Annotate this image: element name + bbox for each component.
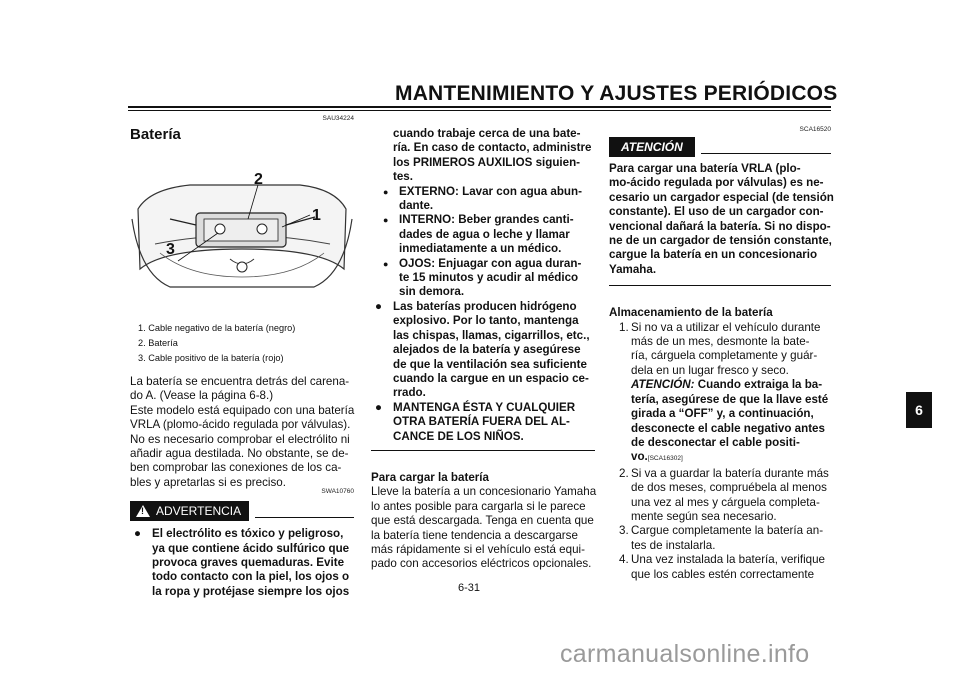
text-line: la batería tiene tendencia a descargarse bbox=[371, 528, 578, 542]
text-line: explosivo. Por lo tanto, mantenga bbox=[393, 314, 579, 328]
warning-label: ADVERTENCIA bbox=[156, 504, 242, 519]
text-line: que está descargada. Tenga en cuenta que bbox=[371, 514, 594, 528]
header-rule-thin bbox=[128, 110, 831, 111]
text-line: bles y apretarlas si es preciso. bbox=[130, 475, 286, 489]
attention-text bbox=[609, 162, 834, 277]
text-line: pado con accesorios eléctricos opcionales. bbox=[371, 557, 592, 571]
text-line: cuando la cargue en un espacio ce- bbox=[393, 371, 589, 385]
text-line: más rápidamente si el vehículo está equi- bbox=[371, 542, 585, 556]
text-line: MANTENGA ÉSTA Y CUALQUIER bbox=[393, 400, 576, 414]
text-line: la ropa y protéjase siempre los ojos bbox=[152, 584, 350, 598]
text-fragment: vo. bbox=[631, 450, 648, 464]
text-line: más de un mes, desmonte la bate- bbox=[631, 335, 810, 349]
warning-bullet bbox=[130, 527, 354, 599]
caption-item: 3. Cable positivo de la batería (rojo) bbox=[138, 353, 284, 363]
section-code: SAU34224 bbox=[322, 115, 354, 122]
bullet-icon: ● bbox=[134, 527, 142, 541]
warning-header bbox=[130, 501, 354, 521]
text-line: tes. bbox=[393, 170, 413, 184]
text-line: VRLA (plomo-ácido regulada por válvulas). bbox=[130, 418, 351, 432]
bullet-icon: ● bbox=[375, 400, 383, 414]
column-middle bbox=[371, 127, 595, 572]
text-line: Una vez instalada la batería, verifique bbox=[631, 553, 825, 567]
figure-label-2: 2 bbox=[254, 171, 263, 188]
text-line: tes de instalarla. bbox=[631, 538, 716, 552]
text-line: te 15 minutos y acudir al médico bbox=[399, 271, 579, 285]
step-number: 3. bbox=[619, 524, 629, 538]
text-line: dante. bbox=[399, 199, 434, 213]
bullet-icon: ● bbox=[383, 258, 389, 269]
text-line: No es necesario comprobar el electrólito ni bbox=[130, 432, 350, 446]
watermark: carmanualsonline.info bbox=[560, 640, 810, 668]
attention-end-rule bbox=[609, 285, 831, 286]
caption-item: 1. Cable negativo de la batería (negro) bbox=[138, 323, 296, 333]
storage-heading: Almacenamiento de la batería bbox=[609, 306, 773, 320]
attention-rule bbox=[701, 153, 831, 154]
figure-captions bbox=[130, 321, 354, 366]
bullet-icon: ● bbox=[383, 186, 389, 197]
text-line: de desconectar el cable positi- bbox=[631, 435, 800, 449]
column-left bbox=[130, 115, 354, 599]
attention-header bbox=[609, 137, 831, 157]
text-fragment: Cuando extraiga la ba- bbox=[694, 378, 823, 392]
storage-step-3 bbox=[609, 524, 831, 553]
text-line: añadir agua destilada. No obstante, se de- bbox=[130, 447, 349, 461]
text-line: mente según sea necesario. bbox=[631, 509, 777, 523]
text-line: provoca graves quemaduras. Evite bbox=[152, 556, 345, 570]
text-line: ría, cárguela completamente y guár- bbox=[631, 349, 818, 363]
storage-step-4 bbox=[609, 553, 831, 582]
hydrogen-warning bbox=[371, 300, 595, 401]
figure-label-3: 3 bbox=[166, 241, 175, 258]
text-line: Para cargar una batería VRLA (plo- bbox=[609, 162, 801, 175]
text-line: de que la ventilación sea suficiente bbox=[393, 357, 587, 371]
text-line: mo-ácido regulada por válvulas) es ne- bbox=[609, 176, 824, 190]
text-line: EXTERNO: Lavar con agua abun- bbox=[399, 184, 582, 198]
attention-inline bbox=[631, 378, 831, 392]
text-line: Si no va a utilizar el vehículo durante bbox=[631, 320, 821, 334]
caption-item: 2. Batería bbox=[138, 338, 178, 348]
text-line: cesario un cargador especial (de tensión bbox=[609, 190, 834, 204]
battery-paragraph bbox=[130, 375, 354, 490]
attention-inline-label: ATENCIÓN: bbox=[631, 378, 695, 392]
attention-badge: ATENCIÓN bbox=[609, 137, 695, 157]
text-line: Si va a guardar la batería durante más bbox=[631, 466, 829, 480]
text-line: todo contacto con la piel, los ojos o bbox=[152, 570, 350, 584]
first-aid-internal bbox=[371, 213, 595, 256]
text-line: Este modelo está equipado con una batería bbox=[130, 403, 355, 417]
step-number: 4. bbox=[619, 553, 629, 567]
text-line: do A. (Vease la página 6-8.) bbox=[130, 389, 274, 403]
step-number: 1. bbox=[619, 320, 629, 334]
warning-triangle-icon: ! bbox=[136, 505, 150, 517]
text-line: desconecte el cable negativo antes bbox=[631, 421, 825, 435]
text-line: Cargue completamente la batería an- bbox=[631, 524, 824, 538]
step-number: 2. bbox=[619, 466, 629, 480]
text-line: La batería se encuentra detrás del carena- bbox=[130, 375, 350, 388]
text-line: las chispas, llamas, cigarrillos, etc., bbox=[393, 328, 590, 342]
text-line: tería, asegúrese de que la llave esté bbox=[631, 392, 829, 406]
warning-code: SWA10760 bbox=[321, 488, 354, 496]
text-line: El electrólito es tóxico y peligroso, bbox=[152, 527, 344, 541]
page-title: MANTENIMIENTO Y AJUSTES PERIÓDICOS bbox=[395, 82, 838, 105]
bullet-icon: ● bbox=[375, 299, 383, 313]
text-line: sin demora. bbox=[399, 285, 465, 299]
text-line: cuando trabaje cerca de una bate- bbox=[393, 127, 581, 140]
header-rule bbox=[128, 106, 831, 108]
storage-step-2 bbox=[609, 467, 831, 525]
first-aid-eyes bbox=[371, 257, 595, 300]
battery-figure bbox=[130, 149, 354, 289]
text-line: cargue la batería en un concesionario bbox=[609, 248, 818, 262]
text-line: ne de un cargador de tensión constante, bbox=[609, 234, 832, 248]
chapter-tab: 6 bbox=[906, 392, 932, 428]
attention-code: SCA16520 bbox=[799, 126, 831, 133]
text-line: ben comprobar las conexiones de los ca- bbox=[130, 461, 342, 475]
text-line: de dos meses, compruébela al menos bbox=[631, 481, 827, 495]
text-line: Las baterías producen hidrógeno bbox=[393, 299, 577, 313]
text-line: rrado. bbox=[393, 386, 426, 400]
text-line: alejados de la batería y asegúrese bbox=[393, 343, 581, 357]
text-line: girada a “OFF” y, a continuación, bbox=[631, 407, 814, 421]
charge-paragraph bbox=[371, 485, 595, 571]
text-line: vencional dañará la batería. Si no dispo- bbox=[609, 219, 831, 233]
text-line: OJOS: Enjuagar con agua duran- bbox=[399, 256, 582, 270]
text-line-last bbox=[631, 450, 831, 466]
page-number: 6-31 bbox=[458, 582, 481, 594]
storage-step-1 bbox=[609, 321, 831, 467]
text-line: OTRA BATERÍA FUERA DEL AL- bbox=[393, 415, 570, 429]
warning-badge bbox=[130, 501, 249, 521]
text-line: ría. En caso de contacto, administre bbox=[393, 141, 592, 155]
first-aid-external bbox=[371, 185, 595, 214]
text-line: dades de agua o leche y llamar bbox=[399, 227, 570, 241]
text-line: lo antes posible para cargarla si le parece bbox=[371, 499, 586, 513]
text-line: ya que contiene ácido sulfúrico que bbox=[152, 541, 350, 555]
column-right bbox=[609, 126, 834, 582]
section-heading: Batería bbox=[130, 126, 181, 143]
warning-continued bbox=[371, 127, 595, 185]
warning-end-rule bbox=[371, 450, 595, 451]
text-line: que los cables estén correctamente bbox=[631, 567, 815, 581]
warning-rule bbox=[255, 517, 354, 518]
text-line: CANCE DE LOS NIÑOS. bbox=[393, 429, 524, 443]
figure-label-1: 1 bbox=[312, 207, 321, 224]
text-line: dela en un lugar fresco y seco. bbox=[631, 363, 789, 377]
bullet-icon: ● bbox=[383, 215, 389, 226]
text-line: los PRIMEROS AUXILIOS siguien- bbox=[393, 155, 581, 169]
text-line: una vez al mes y cárguela completa- bbox=[631, 495, 820, 509]
text-line: inmediatamente a un médico. bbox=[399, 242, 562, 256]
charge-heading: Para cargar la batería bbox=[371, 470, 489, 484]
text-line: INTERNO: Beber grandes canti- bbox=[399, 213, 574, 227]
text-line: constante). El uso de un cargador con- bbox=[609, 205, 824, 219]
text-line: Lleve la batería a un concesionario Yamaha bbox=[371, 485, 597, 499]
text-line: Yamaha. bbox=[609, 262, 657, 276]
inline-code: [SCA16302] bbox=[647, 455, 683, 463]
children-warning bbox=[371, 401, 595, 444]
